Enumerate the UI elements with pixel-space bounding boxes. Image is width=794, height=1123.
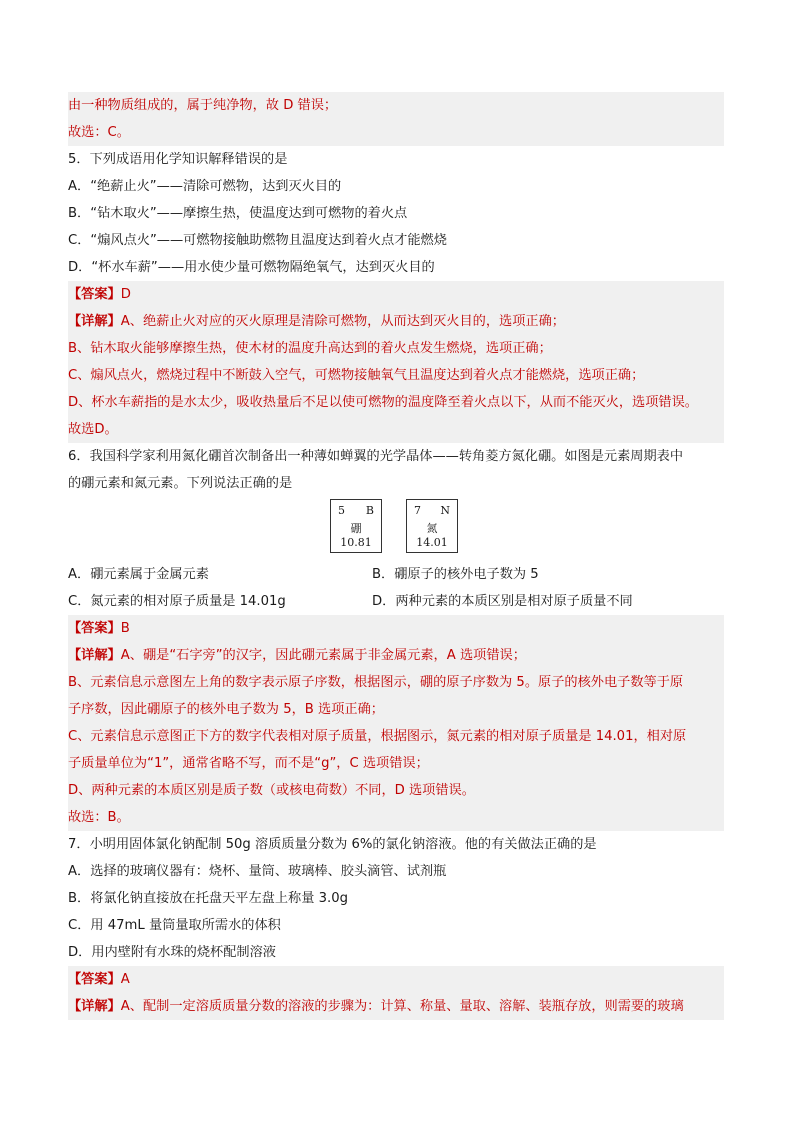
q7-option-a: A．选择的玻璃仪器有：烧杯、量筒、玻璃棒、胶头滴管、试剂瓶	[68, 864, 447, 879]
element-tiles-figure	[68, 497, 724, 561]
q6-stem-line-1: 6．我国科学家利用氮化硼首次制备出一种薄如蝉翼的光学晶体——转角菱方氮化硼。如图是元素周期表中	[68, 449, 684, 464]
q5-answer	[68, 281, 724, 308]
answer-label: 【答案】	[68, 972, 121, 987]
element-name: 氮	[426, 522, 438, 535]
q7-option-b: B．将氯化钠直接放在托盘天平左盘上称量 3.0g	[68, 891, 348, 906]
q6-options-row-1	[68, 561, 724, 588]
q7-option-d: D．用内壁附有水珠的烧杯配制溶液	[68, 945, 276, 960]
q6-option-c: C．氮元素的相对原子质量是 14.01g	[68, 594, 286, 609]
q7-answer	[68, 966, 724, 993]
atomic-mass: 14.01	[416, 536, 448, 549]
q5-option-b: B．“钻木取火”——摩擦生热，使温度达到可燃物的着火点	[68, 206, 408, 221]
q6-stem-line-2: 的硼元素和氮元素。下列说法正确的是	[68, 476, 293, 491]
q5-option-c: C．“煽风点火”——可燃物接触助燃物且温度达到着火点才能燃烧	[68, 233, 447, 248]
q5-option-a: A．“绝薪止火”——清除可燃物，达到灭火目的	[68, 179, 342, 194]
element-symbol: N	[440, 504, 450, 517]
atomic-number: 7	[414, 504, 421, 517]
q5-detail-line-1	[68, 308, 724, 335]
q6-detail-line-6: D、两种元素的本质区别是质子数（或核电荷数）不同，D 选项错误。	[68, 777, 724, 804]
q6-detail-line-5: 子质量单位为“1”，通常省略不写，而不是“g”，C 选项错误；	[68, 750, 724, 777]
prev-conclusion: 故选：C。	[68, 119, 724, 146]
answer-label: 【答案】	[68, 287, 121, 302]
prev-detail-line: 由一种物质组成的，属于纯净物，故 D 错误；	[68, 92, 724, 119]
detail-text: A、配制一定溶质质量分数的溶液的步骤为：计算、称量、量取、溶解、装瓶存放，则需要的玻璃	[120, 999, 684, 1014]
q6-option-a: A．硼元素属于金属元素	[68, 567, 209, 582]
q6-conclusion: 故选：B。	[68, 804, 724, 831]
element-tile-nitrogen	[406, 499, 458, 553]
answer-value: A	[120, 972, 130, 987]
q6-detail-line-2: B、元素信息示意图左上角的数字表示原子序数，根据图示，硼的原子序数为 5。原子的核外电子数等于原	[68, 669, 724, 696]
detail-text: A、绝薪止火对应的灭火原理是清除可燃物，从而达到灭火目的，选项正确；	[120, 314, 565, 329]
q6-detail-line-1	[68, 642, 724, 669]
q6-detail-line-4: C、元素信息示意图正下方的数字代表相对原子质量，根据图示，氮元素的相对原子质量是 14.01，相对原	[68, 723, 724, 750]
q6-detail-line-3: 子序数，因此硼原子的核外电子数为 5，B 选项正确；	[68, 696, 724, 723]
element-name: 硼	[350, 522, 362, 535]
detail-text: A、硼是“石字旁”的汉字，因此硼元素属于非金属元素，A 选项错误；	[120, 648, 526, 663]
atomic-mass: 10.81	[340, 536, 372, 549]
q5-option-d: D．“杯水车薪”——用水使少量可燃物隔绝氧气，达到灭火目的	[68, 260, 435, 275]
atomic-number: 5	[338, 504, 345, 517]
q5-detail-line-4: D、杯水车薪指的是水太少，吸收热量后不足以使可燃物的温度降至着火点以下，从而不能灭火，选项错误。	[68, 389, 724, 416]
element-symbol: B	[365, 504, 374, 517]
q5-detail-line-2: B、钻木取火能够摩擦生热，使木材的温度升高达到的着火点发生燃烧，选项正确；	[68, 335, 724, 362]
q7-detail-line-1	[68, 993, 724, 1020]
element-tile-boron	[330, 499, 382, 553]
q6-options-row-2	[68, 588, 724, 615]
q5-conclusion: 故选D。	[68, 416, 724, 443]
q6-answer	[68, 615, 724, 642]
detail-label: 【详解】	[68, 999, 121, 1014]
q5-stem: 5．下列成语用化学知识解释错误的是	[68, 152, 288, 167]
detail-label: 【详解】	[68, 648, 121, 663]
answer-value: D	[120, 287, 131, 302]
detail-label: 【详解】	[68, 314, 121, 329]
answer-value: B	[120, 621, 130, 636]
document-page	[68, 92, 724, 1020]
answer-label: 【答案】	[68, 621, 121, 636]
q7-stem: 7．小明用固体氯化钠配制 50g 溶质质量分数为 6%的氯化钠溶液。他的有关做法正确的是	[68, 837, 597, 852]
q6-option-d: D．两种元素的本质区别是相对原子质量不同	[372, 594, 633, 609]
q6-option-b: B．硼原子的核外电子数为 5	[372, 567, 539, 582]
q5-detail-line-3: C、煽风点火，燃烧过程中不断鼓入空气，可燃物接触氧气且温度达到着火点才能燃烧，选项正确；	[68, 362, 724, 389]
q7-option-c: C．用 47mL 量筒量取所需水的体积	[68, 918, 281, 933]
